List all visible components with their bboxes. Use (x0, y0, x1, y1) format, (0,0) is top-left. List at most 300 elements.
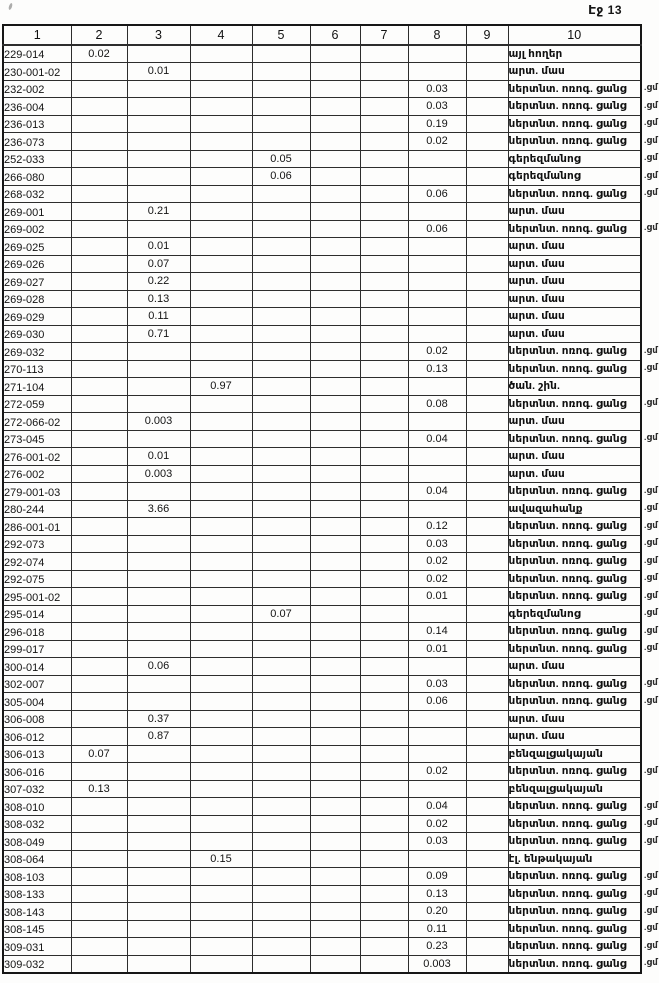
value-cell-8: 0.13 (408, 360, 466, 378)
value-cell-8: 0.19 (408, 115, 466, 133)
table-body (3, 45, 641, 973)
value-cell-7 (360, 308, 408, 326)
value-cell-4 (190, 255, 252, 273)
value-cell-2 (71, 395, 127, 413)
value-cell-6 (310, 448, 360, 466)
value-cell-3 (127, 920, 190, 938)
value-cell-9 (466, 903, 508, 921)
value-cell-8: 0.06 (408, 693, 466, 711)
table-row (3, 623, 641, 641)
column-header-5: 5 (252, 25, 310, 45)
value-cell-9 (466, 518, 508, 536)
row-id-cell: 308-064 (3, 850, 71, 868)
value-cell-5 (252, 203, 310, 221)
value-cell-6 (310, 903, 360, 921)
value-cell-8: 0.03 (408, 833, 466, 851)
value-cell-7 (360, 378, 408, 396)
value-cell-8 (408, 413, 466, 431)
label-cell: արտ. մաս (508, 728, 641, 746)
column-header-2: 2 (71, 25, 127, 45)
value-cell-2 (71, 325, 127, 343)
value-cell-9 (466, 763, 508, 781)
value-cell-5 (252, 920, 310, 938)
row-id-cell: 292-075 (3, 570, 71, 588)
label-cell: ներտնտ. ոռոգ. ցանց (508, 868, 641, 886)
table-row (3, 115, 641, 133)
page-number: Էջ 13 (588, 3, 622, 17)
value-cell-9 (466, 658, 508, 676)
value-cell-2 (71, 255, 127, 273)
value-cell-9 (466, 868, 508, 886)
table-row (3, 395, 641, 413)
value-cell-9 (466, 273, 508, 291)
margin-annotation: .ցմ (644, 939, 658, 950)
value-cell-4 (190, 185, 252, 203)
value-cell-5 (252, 185, 310, 203)
value-cell-2 (71, 553, 127, 571)
column-header-10: 10 (508, 25, 641, 45)
value-cell-5 (252, 903, 310, 921)
value-cell-4 (190, 483, 252, 501)
label-cell: էլ. ենթակայան (508, 850, 641, 868)
value-cell-2 (71, 850, 127, 868)
value-cell-5 (252, 290, 310, 308)
value-cell-3: 0.003 (127, 413, 190, 431)
value-cell-8: 0.23 (408, 938, 466, 956)
value-cell-9 (466, 343, 508, 361)
value-cell-7 (360, 728, 408, 746)
value-cell-7 (360, 168, 408, 186)
margin-annotation: .ցմ (644, 99, 658, 110)
label-cell: արտ. մաս (508, 658, 641, 676)
column-header-9: 9 (466, 25, 508, 45)
value-cell-4 (190, 203, 252, 221)
value-cell-7 (360, 115, 408, 133)
table-row (3, 868, 641, 886)
value-cell-6 (310, 45, 360, 63)
value-cell-7 (360, 920, 408, 938)
value-cell-9 (466, 815, 508, 833)
value-cell-5 (252, 868, 310, 886)
value-cell-5 (252, 98, 310, 116)
value-cell-3 (127, 798, 190, 816)
value-cell-3: 0.01 (127, 238, 190, 256)
value-cell-3: 0.21 (127, 203, 190, 221)
value-cell-3 (127, 395, 190, 413)
table-row (3, 360, 641, 378)
value-cell-5 (252, 535, 310, 553)
value-cell-8: 0.14 (408, 623, 466, 641)
label-cell: գերեզմանոց (508, 150, 641, 168)
value-cell-3: 0.37 (127, 710, 190, 728)
value-cell-7 (360, 395, 408, 413)
label-cell: ներտնտ. ոռոգ. ցանց (508, 80, 641, 98)
value-cell-6 (310, 833, 360, 851)
margin-annotation: .ցմ (644, 887, 658, 897)
value-cell-7 (360, 500, 408, 518)
value-cell-9 (466, 360, 508, 378)
value-cell-6 (310, 238, 360, 256)
value-cell-2 (71, 115, 127, 133)
value-cell-9 (466, 955, 508, 973)
value-cell-7 (360, 535, 408, 553)
table-row (3, 570, 641, 588)
value-cell-5 (252, 273, 310, 291)
column-header-6: 6 (310, 25, 360, 45)
row-id-cell: 272-059 (3, 395, 71, 413)
value-cell-4 (190, 343, 252, 361)
value-cell-5 (252, 360, 310, 378)
table-row (3, 343, 641, 361)
row-id-cell: 276-001-02 (3, 448, 71, 466)
value-cell-3 (127, 115, 190, 133)
value-cell-6 (310, 413, 360, 431)
label-cell: գերեզմանոց (508, 605, 641, 623)
value-cell-6 (310, 168, 360, 186)
table-row (3, 675, 641, 693)
value-cell-6 (310, 273, 360, 291)
table-row (3, 325, 641, 343)
row-id-cell: 308-143 (3, 903, 71, 921)
label-cell: ներտնտ. ոռոգ. ցանց (508, 798, 641, 816)
value-cell-3: 0.22 (127, 273, 190, 291)
value-cell-5 (252, 238, 310, 256)
value-cell-3 (127, 80, 190, 98)
value-cell-9 (466, 675, 508, 693)
value-cell-7 (360, 448, 408, 466)
label-cell: արտ. մաս (508, 290, 641, 308)
value-cell-7 (360, 745, 408, 763)
table-row (3, 465, 641, 483)
value-cell-6 (310, 465, 360, 483)
value-cell-5 (252, 833, 310, 851)
value-cell-2 (71, 833, 127, 851)
value-cell-5 (252, 728, 310, 746)
value-cell-6 (310, 868, 360, 886)
value-cell-6 (310, 220, 360, 238)
value-cell-5 (252, 693, 310, 711)
table-row (3, 535, 641, 553)
value-cell-3 (127, 570, 190, 588)
value-cell-3 (127, 535, 190, 553)
label-cell: ներտնտ. ոռոգ. ցանց (508, 938, 641, 956)
value-cell-5 (252, 413, 310, 431)
row-id-cell: 292-073 (3, 535, 71, 553)
value-cell-5 (252, 80, 310, 98)
value-cell-2 (71, 938, 127, 956)
value-cell-8: 0.02 (408, 553, 466, 571)
value-cell-7 (360, 325, 408, 343)
value-cell-4 (190, 553, 252, 571)
value-cell-7 (360, 238, 408, 256)
value-cell-4 (190, 168, 252, 186)
column-header-8: 8 (408, 25, 466, 45)
value-cell-3 (127, 605, 190, 623)
row-id-cell: 272-066-02 (3, 413, 71, 431)
label-cell: բենզալցակայան (508, 780, 641, 798)
value-cell-3 (127, 378, 190, 396)
value-cell-6 (310, 360, 360, 378)
value-cell-7 (360, 658, 408, 676)
value-cell-6 (310, 658, 360, 676)
value-cell-2 (71, 448, 127, 466)
value-cell-2 (71, 203, 127, 221)
value-cell-3: 0.11 (127, 308, 190, 326)
row-id-cell: 236-073 (3, 133, 71, 151)
value-cell-6 (310, 255, 360, 273)
label-cell: ներտնտ. ոռոգ. ցանց (508, 115, 641, 133)
table-row (3, 413, 641, 431)
value-cell-9 (466, 63, 508, 81)
value-cell-8: 0.06 (408, 185, 466, 203)
value-cell-3 (127, 868, 190, 886)
label-cell: ներտնտ. ոռոգ. ցանց (508, 518, 641, 536)
value-cell-6 (310, 763, 360, 781)
value-cell-7 (360, 553, 408, 571)
value-cell-4 (190, 815, 252, 833)
margin-annotation: .ցմ (644, 554, 658, 565)
label-cell: ներտնտ. ոռոգ. ցանց (508, 98, 641, 116)
value-cell-3 (127, 588, 190, 606)
column-header-3: 3 (127, 25, 190, 45)
value-cell-6 (310, 885, 360, 903)
value-cell-2 (71, 168, 127, 186)
value-cell-4 (190, 273, 252, 291)
value-cell-2 (71, 623, 127, 641)
label-cell: ներտնտ. ոռոգ. ցանց (508, 360, 641, 378)
value-cell-6 (310, 535, 360, 553)
value-cell-9 (466, 745, 508, 763)
value-cell-7 (360, 465, 408, 483)
row-id-cell: 229-014 (3, 45, 71, 63)
value-cell-9 (466, 833, 508, 851)
value-cell-9 (466, 710, 508, 728)
value-cell-3 (127, 185, 190, 203)
value-cell-6 (310, 150, 360, 168)
value-cell-7 (360, 903, 408, 921)
value-cell-8 (408, 605, 466, 623)
row-id-cell: 308-133 (3, 885, 71, 903)
value-cell-2 (71, 360, 127, 378)
value-cell-9 (466, 325, 508, 343)
label-cell: ներտնտ. ոռոգ. ցանց (508, 343, 641, 361)
value-cell-9 (466, 80, 508, 98)
value-cell-3 (127, 168, 190, 186)
table-row (3, 203, 641, 221)
value-cell-9 (466, 185, 508, 203)
label-cell: ներտնտ. ոռոգ. ցանց (508, 133, 641, 151)
value-cell-9 (466, 413, 508, 431)
value-cell-4 (190, 413, 252, 431)
label-cell: ներտնտ. ոռոգ. ցանց (508, 395, 641, 413)
value-cell-7 (360, 693, 408, 711)
row-id-cell: 299-017 (3, 640, 71, 658)
value-cell-3 (127, 903, 190, 921)
row-id-cell: 252-033 (3, 150, 71, 168)
value-cell-6 (310, 675, 360, 693)
value-cell-8 (408, 255, 466, 273)
value-cell-6 (310, 955, 360, 973)
value-cell-6 (310, 710, 360, 728)
value-cell-8 (408, 780, 466, 798)
value-cell-4 (190, 395, 252, 413)
value-cell-5 (252, 255, 310, 273)
value-cell-5 (252, 938, 310, 956)
value-cell-2 (71, 798, 127, 816)
value-cell-2 (71, 430, 127, 448)
margin-annotation: .ցմ (644, 344, 658, 355)
row-id-cell: 308-032 (3, 815, 71, 833)
value-cell-5 (252, 780, 310, 798)
value-cell-9 (466, 570, 508, 588)
value-cell-2 (71, 535, 127, 553)
value-cell-8 (408, 500, 466, 518)
table-row (3, 745, 641, 763)
value-cell-7 (360, 98, 408, 116)
value-cell-7 (360, 763, 408, 781)
margin-annotation: .ցմ (644, 502, 658, 512)
value-cell-8: 0.003 (408, 955, 466, 973)
value-cell-3 (127, 640, 190, 658)
table-row (3, 98, 641, 116)
value-cell-2 (71, 343, 127, 361)
value-cell-9 (466, 168, 508, 186)
table-row (3, 798, 641, 816)
value-cell-9 (466, 203, 508, 221)
label-cell: ներտնտ. ոռոգ. ցանց (508, 693, 641, 711)
margin-annotation: .ցմ (644, 922, 658, 932)
value-cell-5 (252, 465, 310, 483)
value-cell-4 (190, 955, 252, 973)
value-cell-8: 0.08 (408, 395, 466, 413)
value-cell-8 (408, 290, 466, 308)
label-cell: ավազահանք (508, 500, 641, 518)
value-cell-3 (127, 885, 190, 903)
value-cell-4 (190, 693, 252, 711)
value-cell-7 (360, 203, 408, 221)
value-cell-4 (190, 115, 252, 133)
value-cell-6 (310, 745, 360, 763)
value-cell-4 (190, 570, 252, 588)
row-id-cell: 266-080 (3, 168, 71, 186)
value-cell-8: 0.02 (408, 133, 466, 151)
label-cell: ներտնտ. ոռոգ. ցանց (508, 920, 641, 938)
value-cell-3 (127, 780, 190, 798)
value-cell-8: 0.20 (408, 903, 466, 921)
scan-speck (8, 3, 13, 11)
value-cell-3 (127, 45, 190, 63)
margin-annotation: .ցմ (644, 642, 658, 652)
table-row (3, 763, 641, 781)
margin-annotation: .ցմ (644, 187, 658, 197)
value-cell-2 (71, 63, 127, 81)
value-cell-2 (71, 868, 127, 886)
value-cell-9 (466, 728, 508, 746)
value-cell-7 (360, 273, 408, 291)
value-cell-3 (127, 938, 190, 956)
value-cell-3 (127, 833, 190, 851)
margin-annotation: .ցմ (644, 607, 658, 617)
table-row (3, 815, 641, 833)
margin-annotation: .ցմ (644, 82, 658, 92)
row-id-cell: 280-244 (3, 500, 71, 518)
value-cell-8 (408, 150, 466, 168)
value-cell-8: 0.04 (408, 483, 466, 501)
value-cell-8 (408, 745, 466, 763)
row-id-cell: 306-016 (3, 763, 71, 781)
value-cell-7 (360, 80, 408, 98)
row-id-cell: 306-012 (3, 728, 71, 746)
value-cell-2 (71, 710, 127, 728)
value-cell-9 (466, 45, 508, 63)
row-id-cell: 269-026 (3, 255, 71, 273)
label-cell: ներտնտ. ոռոգ. ցանց (508, 220, 641, 238)
row-id-cell: 296-018 (3, 623, 71, 641)
value-cell-4 (190, 623, 252, 641)
value-cell-4 (190, 80, 252, 98)
value-cell-6 (310, 570, 360, 588)
row-id-cell: 309-031 (3, 938, 71, 956)
row-id-cell: 300-014 (3, 658, 71, 676)
value-cell-2 (71, 570, 127, 588)
value-cell-3: 0.01 (127, 63, 190, 81)
margin-annotation: .ցմ (644, 134, 658, 145)
value-cell-5 (252, 500, 310, 518)
value-cell-5 (252, 885, 310, 903)
value-cell-8 (408, 203, 466, 221)
label-cell: ծան. շին. (508, 378, 641, 396)
row-id-cell: 268-032 (3, 185, 71, 203)
value-cell-6 (310, 378, 360, 396)
value-cell-7 (360, 63, 408, 81)
value-cell-2 (71, 220, 127, 238)
row-id-cell: 305-004 (3, 693, 71, 711)
label-cell: արտ. մաս (508, 255, 641, 273)
value-cell-7 (360, 938, 408, 956)
value-cell-6 (310, 325, 360, 343)
table-row (3, 553, 641, 571)
column-header-1: 1 (3, 25, 71, 45)
value-cell-2 (71, 500, 127, 518)
row-id-cell: 309-032 (3, 955, 71, 973)
value-cell-7 (360, 605, 408, 623)
value-cell-9 (466, 623, 508, 641)
label-cell: ներտնտ. ոռոգ. ցանց (508, 763, 641, 781)
value-cell-9 (466, 220, 508, 238)
value-cell-3 (127, 763, 190, 781)
table-row (3, 238, 641, 256)
value-cell-5 (252, 623, 310, 641)
value-cell-2 (71, 903, 127, 921)
value-cell-9 (466, 500, 508, 518)
value-cell-6 (310, 430, 360, 448)
value-cell-7 (360, 133, 408, 151)
land-parcel-table (2, 24, 642, 974)
value-cell-8: 0.11 (408, 920, 466, 938)
value-cell-3 (127, 955, 190, 973)
value-cell-7 (360, 885, 408, 903)
value-cell-8: 0.09 (408, 868, 466, 886)
value-cell-3: 0.003 (127, 465, 190, 483)
row-id-cell: 269-029 (3, 308, 71, 326)
value-cell-2 (71, 640, 127, 658)
table-row (3, 63, 641, 81)
value-cell-5 (252, 395, 310, 413)
value-cell-2 (71, 150, 127, 168)
value-cell-4 (190, 430, 252, 448)
value-cell-9 (466, 395, 508, 413)
label-cell: ներտնտ. ոռոգ. ցանց (508, 675, 641, 693)
